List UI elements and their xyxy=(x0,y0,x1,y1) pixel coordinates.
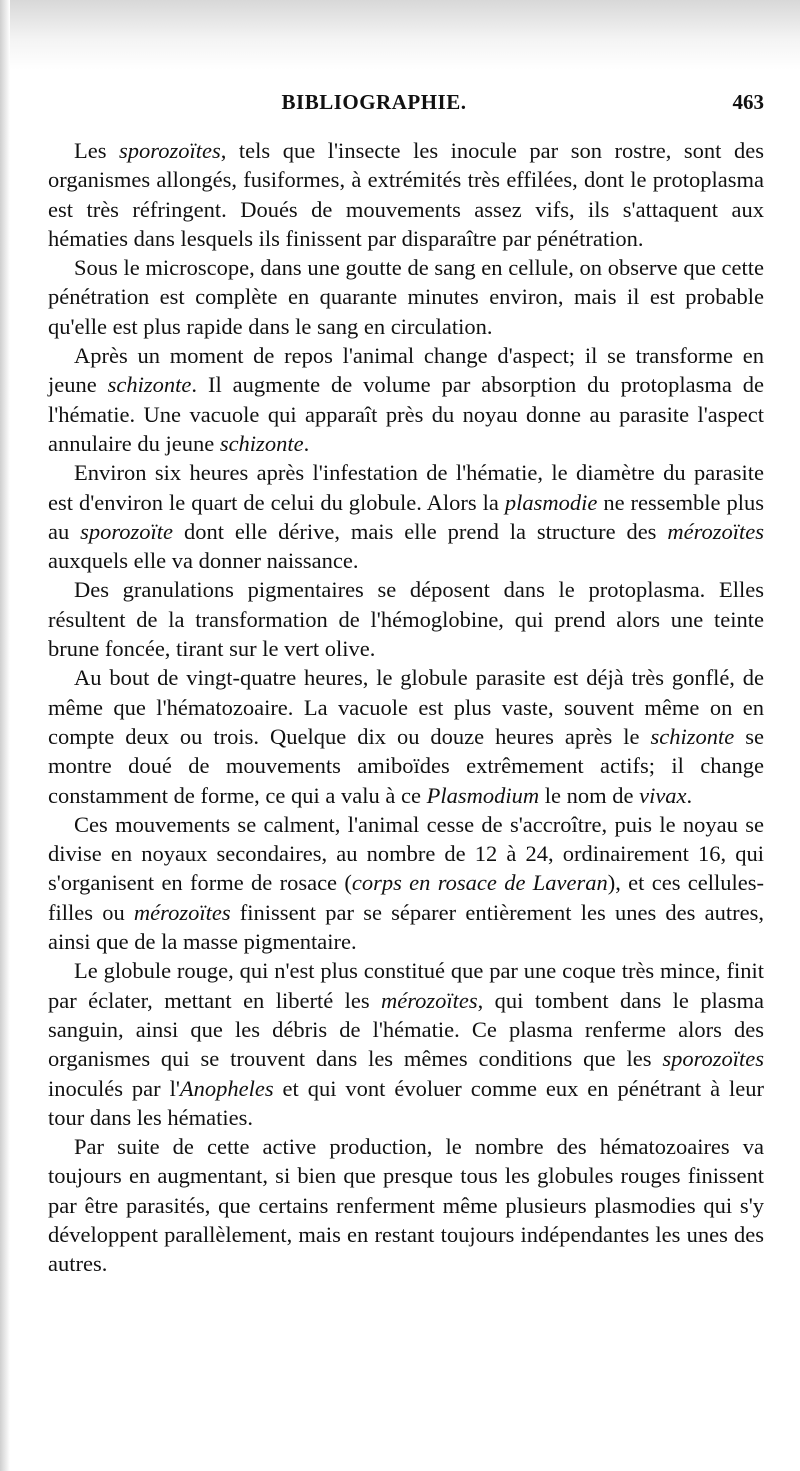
text-run: , qui tombent dans le plasma sanguin, ainsi que les débris de l'hématie. Ce plasma renferme alors des organismes qui se trouvent dans les mêmes conditions que les xyxy=(48,987,764,1072)
italic-term: corps en rosace de Laveran xyxy=(351,870,608,896)
text-run: ne ressemble plus au xyxy=(48,489,764,544)
paragraph-5 xyxy=(48,575,764,663)
text-run: . xyxy=(686,782,693,808)
italic-term: schizonte xyxy=(107,372,192,398)
text-run: et qui vont évoluer comme eux en pénétrant à leur tour dans les hématies. xyxy=(48,1075,764,1130)
paragraph-2 xyxy=(48,253,764,341)
text-run: ), et ces cellules-filles ou xyxy=(48,870,764,925)
italic-term: mérozoïtes xyxy=(667,518,764,544)
paragraph-3 xyxy=(48,341,764,458)
paragraph-4 xyxy=(48,458,764,575)
text-run: Les xyxy=(74,138,120,163)
paragraph-6 xyxy=(48,663,764,809)
text-run: Environ six heures après l'infestation de l'hématie, le diamètre du parasite est d'environ le quart de celui du globule. Alors la xyxy=(48,460,764,515)
running-title: BIBLIOGRAPHIE. xyxy=(281,90,467,114)
paragraph-8 xyxy=(48,956,764,1132)
italic-term: sporozoïtes xyxy=(662,1046,764,1072)
italic-term: schizonte xyxy=(650,723,735,749)
italic-term: plasmodie xyxy=(504,489,598,515)
paragraph-9 xyxy=(48,1132,764,1278)
text-run: Sous le microscope, dans une goutte de sang en cellule, on observe que cette pénétration est complète en quarante minutes environ, mais il est probable qu'elle est plus rapide dans le sang en circulation. xyxy=(48,255,764,339)
text-run: auxquels elle va donner naissance. xyxy=(48,548,359,574)
italic-term: Plasmodium xyxy=(426,782,540,808)
text-run: finissent par se séparer entièrement les unes des autres, ainsi que de la masse pigmentaire. xyxy=(48,899,764,955)
paragraph-1 xyxy=(48,136,764,253)
text-run: Au bout de vingt-quatre heures, le globule parasite est déjà très gonflé, de même que l'hématozoaire. La vacuole est plus vaste, souvent même on en compte deux ou trois. Quelque dix ou douze heures après le xyxy=(48,665,764,749)
text-run: dont elle dérive, mais elle prend la structure des xyxy=(173,518,668,544)
paragraph-7 xyxy=(48,810,764,956)
body-text xyxy=(48,136,764,1279)
text-run: Le globule rouge, qui n'est plus constitué que par une coque très mince, finit par éclater, mettant en liberté les xyxy=(48,958,764,1013)
text-run: , tels que l'insecte les inocule par son rostre, sont des organismes allongés, fusiformes, à extrémités très effilées, dont le protoplasma est très réfringent. Doués de mouvements assez vifs, ils s'attaquent aux hématies dans lesquels ils finissent par disparaître par pénétration. xyxy=(48,138,764,251)
page-header xyxy=(48,90,764,122)
page-number: 463 xyxy=(732,90,764,114)
text-run: . Il augmente de volume par absorption du protoplasma de l'hématie. Une vacuole qui apparaît près du noyau donne au parasite l'aspect annulaire du jeune xyxy=(48,372,764,456)
text-run: se montre doué de mouvements amiboïdes extrêmement actifs; il change constamment de forme, ce qui a valu à ce xyxy=(48,723,765,808)
italic-term: sporozoïte xyxy=(80,518,174,544)
text-run: inoculés par l' xyxy=(48,1075,180,1101)
italic-term: mérozoïtes xyxy=(133,899,231,925)
text-run: Par suite de cette active production, le nombre des hématozoaires va toujours en augmentant, si bien que presque tous les globules rouges finissent par être parasités, que certains renferment même plusieurs plasmodies qui s'y développent parallèlement, mais en restant toujours indépendantes les unes des autres. xyxy=(48,1134,764,1277)
text-run: le nom de xyxy=(539,782,640,808)
italic-term: vivax xyxy=(639,782,687,808)
italic-term: Anopheles xyxy=(179,1075,274,1101)
italic-term: sporozoïtes xyxy=(119,138,221,163)
text-run: Ces mouvements se calment, l'animal cesse de s'accroître, puis le noyau se divise en noyaux secondaires, au nombre de 12 à 24, ordinairement 16, qui s'organisent en forme de rosace ( xyxy=(48,811,764,896)
italic-term: mérozoïtes xyxy=(380,987,478,1013)
text-run: . xyxy=(303,430,310,456)
italic-term: schizonte xyxy=(219,430,304,456)
text-run: Des granulations pigmentaires se déposent dans le protoplasma. Elles résultent de la transformation de l'hémoglobine, qui prend alors une teinte brune foncée, tirant sur le vert olive. xyxy=(48,577,764,662)
text-run: Après un moment de repos l'animal change d'aspect; il se transforme en jeune xyxy=(48,343,764,398)
